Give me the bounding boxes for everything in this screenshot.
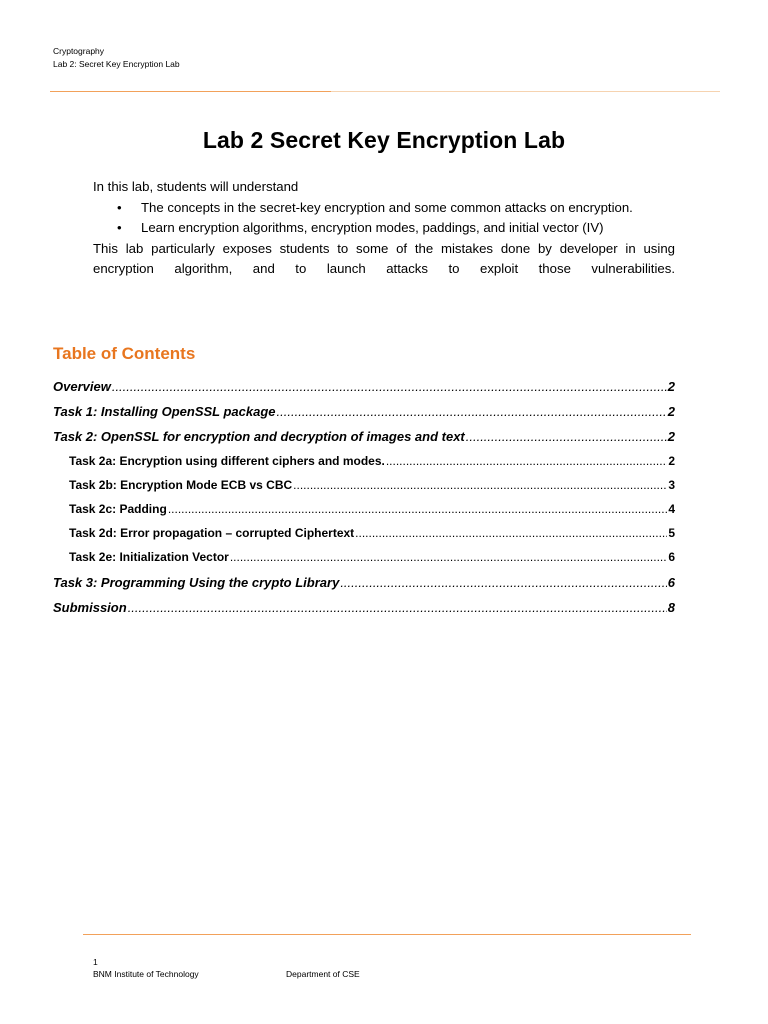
footer-divider xyxy=(83,934,691,935)
toc-heading: Table of Contents xyxy=(53,344,196,363)
bullet-icon: • xyxy=(117,199,122,215)
page-header xyxy=(53,45,180,71)
intro-paragraph-line: This lab particularly exposes students to some of the mistakes done by developer in using xyxy=(93,240,675,256)
intro-bullet: • The concepts in the secret-key encryption and some common attacks on encryption. xyxy=(93,198,675,219)
toc-entry-task-2b[interactable]: Task 2b: Encryption Mode ECB vs CBC ..... 3 xyxy=(53,478,675,496)
intro-bullet-list xyxy=(93,198,675,239)
toc-entry-task-3[interactable]: Task 3: Programming Using the crypto Library ..... 6 xyxy=(53,575,675,593)
document-title: Lab 2 Secret Key Encryption Lab xyxy=(202,127,566,153)
toc-entry-task-1[interactable]: Task 1: Installing OpenSSL package ..... 2 xyxy=(53,404,675,422)
toc-entry-overview[interactable]: Overview ..... 2 xyxy=(53,379,675,397)
toc-entry-task-2c[interactable]: Task 2c: Padding ..... 4 xyxy=(53,502,675,520)
intro-section xyxy=(93,177,675,280)
header-divider xyxy=(50,91,720,92)
header-course: Cryptography xyxy=(53,46,105,56)
footer-department: Department of CSE xyxy=(286,969,360,979)
toc-entry-task-2[interactable]: Task 2: OpenSSL for encryption and decryption of images and text ..... 2 xyxy=(53,429,675,447)
page-footer xyxy=(93,956,199,980)
intro-lead: In this lab, students will understand xyxy=(93,179,299,194)
toc-entry-task-2e[interactable]: Task 2e: Initialization Vector ..... 6 xyxy=(53,550,675,568)
page-number: 1 xyxy=(93,957,98,967)
toc-entry-task-2a[interactable]: Task 2a: Encryption using different ciphers and modes. ..... 2 xyxy=(53,454,675,472)
bullet-icon: • xyxy=(117,220,122,235)
header-lab: Lab 2: Secret Key Encryption Lab xyxy=(53,59,180,69)
intro-paragraph-line: encryption algorithm, and to launch attacks to exploit those vulnerabilities. xyxy=(93,261,675,276)
intro-bullet: • Learn encryption algorithms, encryption modes, paddings, and initial vector (IV) xyxy=(93,218,675,239)
toc-entry-task-2d[interactable]: Task 2d: Error propagation – corrupted Ciphertext ..... 5 xyxy=(53,526,675,544)
footer-institute: BNM Institute of Technology xyxy=(93,969,199,979)
toc-entry-submission[interactable]: Submission ..... 8 xyxy=(53,600,675,618)
